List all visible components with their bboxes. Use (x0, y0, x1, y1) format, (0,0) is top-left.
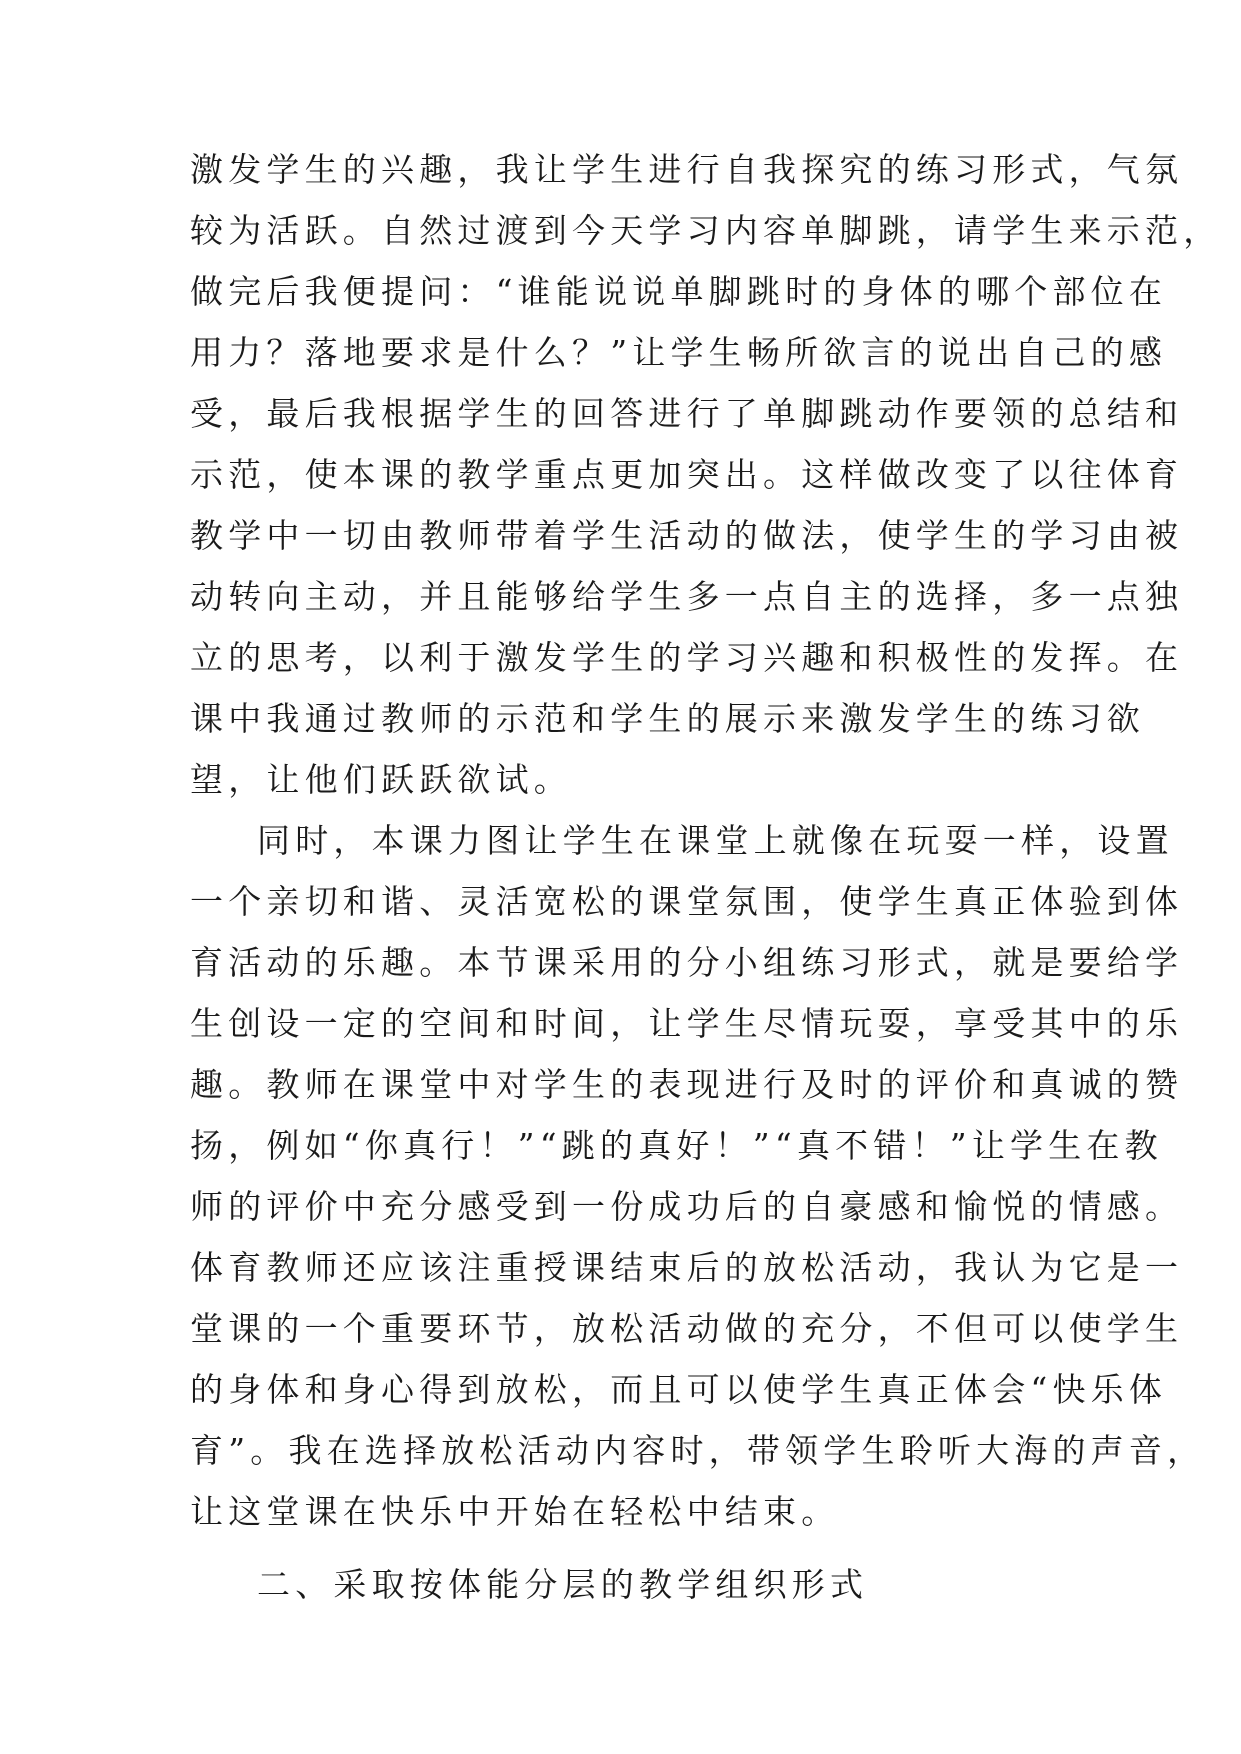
text-line: 一个亲切和谐、灵活宽松的课堂氛围，使学生真正体验到体 (190, 882, 1184, 921)
text-line: 课中我通过教师的示范和学生的展示来激发学生的练习欲 (190, 699, 1145, 738)
text-line: 用力？落地要求是什么？”让学生畅所欲言的说出自己的感 (190, 333, 1168, 372)
text-line: 立的思考，以利于激发学生的学习兴趣和积极性的发挥。在 (190, 638, 1184, 677)
text-line: 受，最后我根据学生的回答进行了单脚跳动作要领的总结和 (190, 394, 1184, 433)
text-line: 趣。教师在课堂中对学生的表现进行及时的评价和真诚的赞 (190, 1065, 1184, 1104)
text-line: 师的评价中充分感受到一份成功后的自豪感和愉悦的情感。 (190, 1187, 1184, 1226)
section-heading: 二、采取按体能分层的教学组织形式 (257, 1565, 869, 1604)
text-line: 育”。我在选择放松活动内容时，带领学生聆听大海的声音， (190, 1431, 1206, 1470)
text-line: 堂课的一个重要环节，放松活动做的充分，不但可以使学生 (190, 1309, 1184, 1348)
text-line: 激发学生的兴趣，我让学生进行自我探究的练习形式，气氛 (190, 150, 1184, 189)
text-line: 让这堂课在快乐中开始在轻松中结束。 (190, 1492, 840, 1531)
text-line: 做完后我便提问：“谁能说说单脚跳时的身体的哪个部位在 (190, 272, 1168, 311)
text-line: 扬，例如“你真行！”“跳的真好！”“真不错！”让学生在教 (190, 1126, 1163, 1165)
text-line: 的身体和身心得到放松，而且可以使学生真正体会“快乐体 (190, 1370, 1168, 1409)
paragraph-first-line: 同时，本课力图让学生在课堂上就像在玩耍一样，设置 (257, 821, 1174, 860)
text-line: 动转向主动，并且能够给学生多一点自主的选择，多一点独 (190, 577, 1184, 616)
text-line: 体育教师还应该注重授课结束后的放松活动，我认为它是一 (190, 1248, 1184, 1287)
text-line: 示范，使本课的教学重点更加突出。这样做改变了以往体育 (190, 455, 1184, 494)
text-line: 育活动的乐趣。本节课采用的分小组练习形式，就是要给学 (190, 943, 1184, 982)
text-line: 望，让他们跃跃欲试。 (190, 760, 572, 799)
text-line: 生创设一定的空间和时间，让学生尽情玩耍，享受其中的乐 (190, 1004, 1184, 1043)
text-line: 教学中一切由教师带着学生活动的做法，使学生的学习由被 (190, 516, 1184, 555)
text-line: 较为活跃。自然过渡到今天学习内容单脚跳，请学生来示范， (190, 211, 1222, 250)
